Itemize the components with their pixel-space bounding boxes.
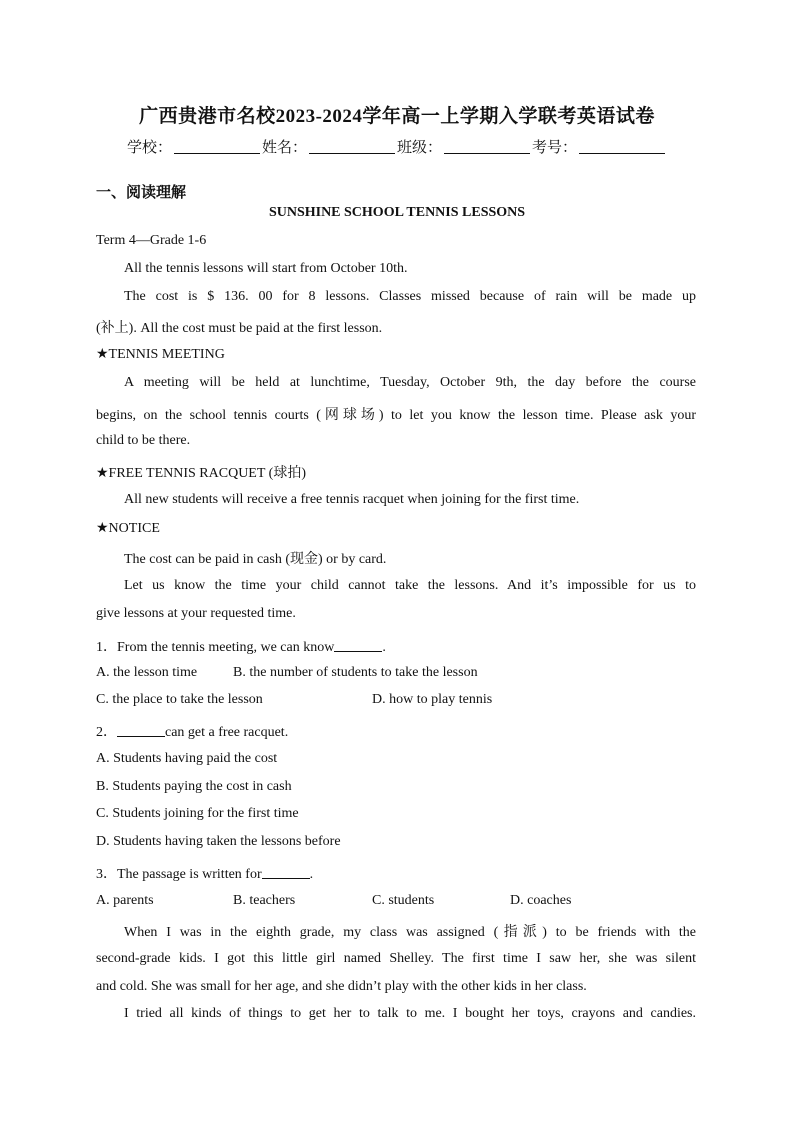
question-2-stem <box>96 721 696 741</box>
question-3-blank[interactable] <box>262 866 310 879</box>
question-1-option-c[interactable]: C. the place to take the lesson <box>96 692 263 707</box>
heading-notice: ★NOTICE <box>96 521 160 536</box>
school-label: 学校： <box>126 140 172 156</box>
term-line: Term 4—Grade 1-6 <box>96 233 207 248</box>
story-line4: I tried all kinds of things to get her to talk to me. I bought her toys, crayons and candies. <box>124 1006 696 1021</box>
section-heading: 一、阅读理解 <box>96 185 187 201</box>
class-blank[interactable] <box>444 139 530 154</box>
student-info-row <box>0 136 794 157</box>
question-1-stem <box>96 636 696 656</box>
question-2-blank[interactable] <box>117 724 165 737</box>
question-2-option-b[interactable]: B. Students paying the cost in cash <box>96 779 292 794</box>
question-3-option-c[interactable]: C. students <box>372 893 435 908</box>
paragraph-notice-line2: Let us know the time your child cannot take the lessons. And it’s impossible for us to <box>124 578 696 593</box>
question-1-option-d[interactable]: D. how to play tennis <box>372 692 493 707</box>
question-2-text: can get a free racquet. <box>165 725 289 740</box>
question-3-option-b[interactable]: B. teachers <box>233 893 296 908</box>
name-label: 姓名： <box>261 140 307 156</box>
paragraph-meeting-line1: A meeting will be held at lunchtime, Tuesday, October 9th, the day before the course <box>124 375 696 390</box>
question-1-blank[interactable] <box>334 639 382 652</box>
story-line1: When I was in the eighth grade, my class was assigned (指派) to be friends with the <box>124 925 696 940</box>
paragraph-start: All the tennis lessons will start from October 10th. <box>124 261 408 276</box>
question-3-text: 3．The passage is written for <box>96 867 262 882</box>
story-line3: and cold. She was small for her age, and she didn’t play with the other kids in her class. <box>96 979 587 994</box>
paragraph-meeting-line2: begins, on the school tennis courts (网球场) to let you know the lesson time. Please ask your <box>96 408 696 423</box>
question-3-stem <box>96 863 696 883</box>
paragraph-notice-line1: The cost can be paid in cash (现金) or by card. <box>124 552 387 567</box>
school-blank[interactable] <box>174 139 260 154</box>
question-1-text: 1．From the tennis meeting, we can know <box>96 640 335 655</box>
number-label: 考号： <box>532 140 578 156</box>
heading-meeting: ★TENNIS MEETING <box>96 347 225 362</box>
story-line2: second-grade kids. I got this little girl named Shelley. The first time I saw her, she was silent <box>96 951 696 966</box>
paragraph-notice-line3: give lessons at your requested time. <box>96 606 296 621</box>
paragraph-meeting-line3: child to be there. <box>96 433 191 448</box>
question-3-end: . <box>309 867 314 882</box>
number-blank[interactable] <box>579 139 665 154</box>
question-2-number: 2． <box>96 725 117 740</box>
question-2-option-c[interactable]: C. Students joining for the first time <box>96 806 299 821</box>
question-2-option-d[interactable]: D. Students having taken the lessons before <box>96 834 341 849</box>
question-3-option-d[interactable]: D. coaches <box>510 893 572 908</box>
question-1-option-b[interactable]: B. the number of students to take the lesson <box>233 665 478 680</box>
name-blank[interactable] <box>309 139 395 154</box>
question-1-end: . <box>382 640 386 655</box>
paragraph-cost-line1: The cost is $ 136. 00 for 8 lessons. Classes missed because of rain will be made up <box>124 289 696 304</box>
question-3-option-a[interactable]: A. parents <box>96 893 154 908</box>
page-title: 广西贵港市名校2023-2024学年高一上学期入学联考英语试卷 <box>139 106 655 127</box>
class-label: 班级： <box>397 140 443 156</box>
notice-title: SUNSHINE SCHOOL TENNIS LESSONS <box>268 205 526 220</box>
paragraph-racquet: All new students will receive a free tennis racquet when joining for the first time. <box>124 492 580 507</box>
heading-racquet: ★FREE TENNIS RACQUET (球拍) <box>96 466 306 481</box>
paragraph-cost-line2: (补上). All the cost must be paid at the first lesson. <box>96 321 383 336</box>
question-2-option-a[interactable]: A. Students having paid the cost <box>96 751 278 766</box>
question-1-option-a[interactable]: A. the lesson time <box>96 665 198 680</box>
